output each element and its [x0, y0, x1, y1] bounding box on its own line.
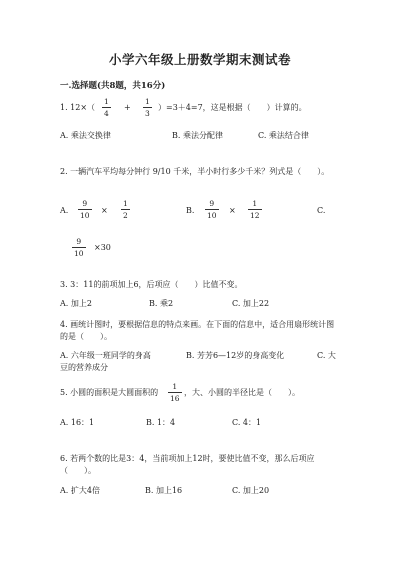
q4-line-2: 的是（ ）。: [60, 332, 112, 341]
q1-frac1-den: 4: [104, 109, 109, 118]
q4-option-c-continued: 豆的营养成分: [60, 363, 108, 372]
q5-frac-num: 1: [172, 382, 178, 391]
q5-suffix: ，大、小圆的半径比是（ ）。: [184, 388, 300, 397]
q4-option-b[interactable]: B. 芳芳6—12岁的身高变化: [186, 351, 285, 360]
q3-option-a[interactable]: A. 加上2: [60, 299, 92, 308]
q3-text: 3. 3：11的前项加上6，后项应（ ）比值不变。: [60, 280, 243, 289]
q1-frac1-num: 1: [104, 97, 109, 106]
q6-line-1: 6. 若两个数的比是3：4，当前项加上12时，要使比值不变，那么后项应: [60, 454, 315, 463]
q2-a-f1-num: 9: [82, 199, 88, 208]
page-title: 小学六年级上册数学期末测试卷: [108, 52, 291, 67]
q3-option-b[interactable]: B. 乘2: [149, 299, 174, 308]
q5-option-b[interactable]: B. 1：4: [146, 418, 176, 427]
q2-c-fraction: [72, 237, 86, 258]
q2-b-fraction-1: [205, 199, 219, 220]
q6-option-b[interactable]: B. 加上16: [145, 486, 183, 495]
q4-option-a[interactable]: A. 六年级一班同学的身高: [60, 351, 151, 360]
q5-prefix: 5. 小圆的面积是大圆面积的: [60, 388, 159, 397]
q1-fraction-1: [102, 97, 111, 118]
q2-b-f1-den: 10: [207, 211, 217, 220]
q2-a-operator: ×: [101, 206, 108, 215]
q2-a-f1-den: 10: [80, 211, 90, 220]
q2-text: 2. 一辆汽车平均每分钟行 9/10 千米，半小时行多少千米？列式是（ ）。: [60, 167, 330, 176]
q2-a-f2-num: 1: [123, 199, 128, 208]
q2-a-fraction-2: [121, 199, 130, 220]
q1-option-a[interactable]: A. 乘法交换律: [60, 131, 111, 140]
q2-c-f1-num: 9: [76, 237, 82, 246]
q2-option-b-label[interactable]: B.: [186, 206, 195, 215]
q2-c-rest: ×30: [94, 243, 111, 252]
q1-prefix: 1. 12×（: [60, 103, 96, 112]
q2-option-a-label[interactable]: A.: [60, 206, 69, 215]
q1-option-b[interactable]: B. 乘法分配律: [172, 131, 223, 140]
q2-b-fraction-2: [248, 199, 262, 220]
q4-line-1: 4. 画统计图时，要根据信息的特点来画。在下面的信息中，适合用扇形统计图: [60, 320, 335, 329]
q2-a-fraction-1: [78, 199, 92, 220]
section-heading: 一.选择题(共8题，共16分): [60, 81, 166, 91]
q1-suffix: ）=3＋4=7，这是根据（ ）计算的。: [158, 103, 307, 112]
q2-a-f2-den: 2: [123, 211, 128, 220]
q5-frac-den: 16: [170, 394, 180, 403]
q1-frac2-den: 3: [145, 109, 150, 118]
q2-b-f1-num: 9: [209, 199, 215, 208]
q2-b-operator: ×: [229, 206, 236, 215]
q1-option-c[interactable]: C. 乘法结合律: [258, 131, 309, 140]
q2-b-f2-num: 1: [252, 199, 258, 208]
q1-fraction-2: [143, 97, 152, 118]
q2-c-f1-den: 10: [74, 249, 84, 258]
q1-frac2-num: 1: [145, 97, 150, 106]
q5-option-c[interactable]: C. 4：1: [232, 418, 262, 427]
q5-option-a[interactable]: A. 16：1: [60, 418, 95, 427]
q2-option-c-label[interactable]: C.: [317, 206, 326, 215]
q6-option-c[interactable]: C. 加上20: [232, 486, 270, 495]
q2-b-f2-den: 12: [250, 211, 260, 220]
q6-option-a[interactable]: A. 扩大4倍: [60, 486, 100, 495]
q6-line-2: （ ）。: [60, 466, 96, 475]
q1-plus: +: [124, 103, 131, 112]
q3-option-c[interactable]: C. 加上22: [232, 299, 270, 308]
q4-option-c[interactable]: C. 大: [317, 351, 336, 360]
q5-fraction: [168, 382, 182, 403]
